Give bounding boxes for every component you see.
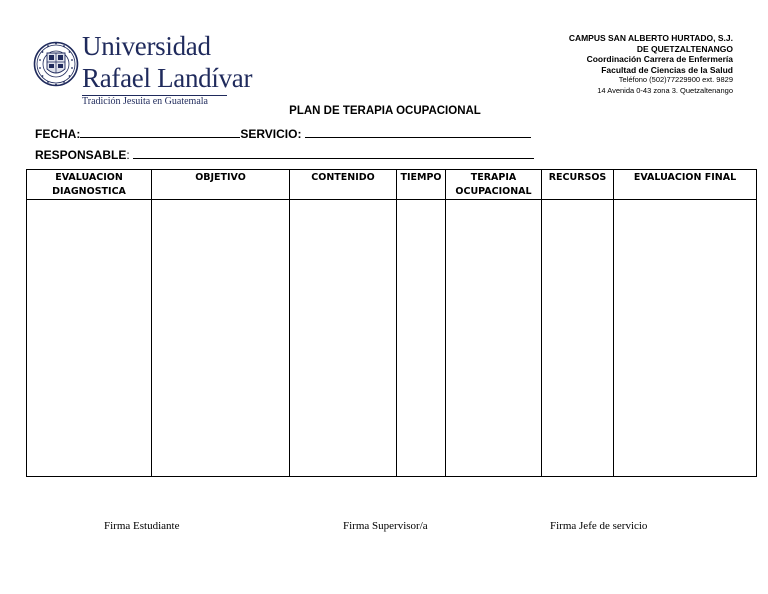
- column-header-objetivo: OBJETIVO: [152, 170, 290, 200]
- signature-supervisor: Firma Supervisor/a: [343, 520, 428, 532]
- campus-line4: Facultad de Ciencias de la Salud: [601, 64, 733, 75]
- cell-contenido[interactable]: [290, 200, 397, 477]
- campus-line2: DE QUETZALTENANGO: [636, 43, 733, 54]
- signature-student: Firma Estudiante: [104, 520, 180, 532]
- servicio-label: SERVICIO:: [240, 127, 302, 141]
- signature-head: Firma Jefe de servicio: [550, 520, 648, 532]
- responsable-colon: :: [126, 148, 130, 162]
- table-row: [27, 200, 757, 477]
- document-title: [0, 105, 768, 117]
- table-header-row: [27, 170, 757, 200]
- university-logo: [33, 31, 253, 108]
- campus-phone: Teléfono (502)77229900 ext. 9829: [618, 75, 733, 84]
- fecha-servicio-row: [35, 126, 531, 141]
- university-motto: Tradición Jesuita en Guatemala: [82, 96, 208, 107]
- servicio-field[interactable]: [305, 126, 531, 138]
- cell-objetivo[interactable]: [152, 200, 290, 477]
- university-seal-icon: [33, 33, 79, 95]
- campus-line3: Coordinación Carrera de Enfermería: [586, 54, 733, 64]
- campus-line1: CAMPUS SAN ALBERTO HURTADO, S.J.: [568, 33, 733, 43]
- column-header-contenido: CONTENIDO: [290, 170, 397, 200]
- plan-table: [26, 169, 757, 477]
- university-name-line1: Universidad: [82, 31, 211, 61]
- responsable-field[interactable]: [133, 147, 534, 159]
- fecha-field[interactable]: [80, 126, 240, 138]
- responsable-row: [35, 147, 534, 162]
- university-name-line2: Rafael Landívar: [82, 63, 253, 93]
- column-header-terapia-ocupacional: TERAPIA OCUPACIONAL: [446, 170, 542, 200]
- column-header-evaluacion-diagnostica: EVALUACION DIAGNOSTICA: [27, 170, 152, 200]
- column-header-tiempo: TIEMPO: [397, 170, 446, 200]
- fecha-label: FECHA:: [35, 127, 81, 141]
- cell-recursos[interactable]: [542, 200, 614, 477]
- responsable-label: RESPONSABLE: [35, 148, 127, 162]
- document-title-text: PLAN DE TERAPIA OCUPACIONAL: [289, 105, 481, 117]
- campus-address: 14 Avenida 0-43 zona 3. Quetzaltenango: [597, 85, 733, 95]
- cell-evaluacion-final[interactable]: [614, 200, 757, 477]
- column-header-recursos: RECURSOS: [542, 170, 614, 200]
- cell-evaluacion-diagnostica[interactable]: [27, 200, 152, 477]
- cell-terapia-ocupacional[interactable]: [446, 200, 542, 477]
- column-header-evaluacion-final: EVALUACION FINAL: [614, 170, 757, 200]
- cell-tiempo[interactable]: [397, 200, 446, 477]
- campus-info: [569, 33, 733, 96]
